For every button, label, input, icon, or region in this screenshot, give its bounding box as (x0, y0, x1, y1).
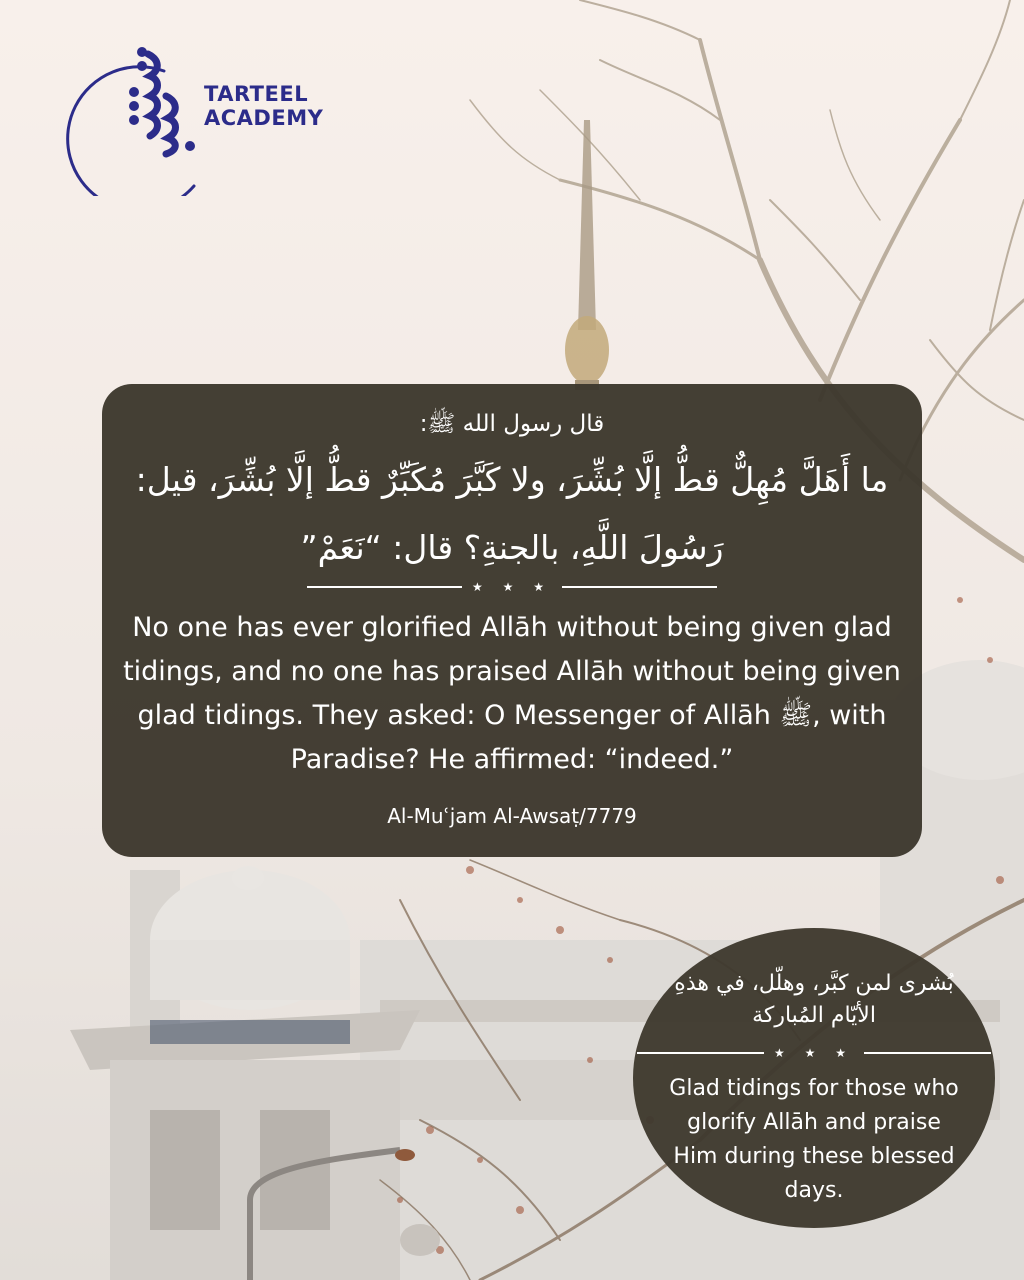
brand-name (204, 82, 323, 130)
divider-stars-icon: ★ ★ ★ (472, 580, 552, 594)
badge-divider-line-left (637, 1052, 764, 1054)
tarteel-academy-logo (48, 46, 348, 196)
brand-line-2: ACADEMY (204, 106, 324, 130)
badge-arabic-text: بُشرى لمن كبَّر، وهلّل، في هذهِ الأيّام المُباركة (674, 971, 954, 1028)
divider-line-left (307, 586, 462, 588)
badge-star-divider (637, 1046, 991, 1060)
star-divider (307, 580, 717, 594)
badge-english-text: Glad tidings for those who glorify Allāh and praise Him during these blessed days. (669, 1076, 959, 1203)
brand-line-1: TARTEEL (204, 82, 309, 106)
hadith-card (102, 384, 922, 857)
arabic-hadith-text: ما أَهَلَّ مُهِلٌّ قطُّ إلَّا بُشِّرَ، ولا كَبَّرَ مُكَبِّرٌ قطُّ إلَّا بُشِّرَ، قيل: رَسُولَ اللَّهِ، بالجنةِ؟ قال: “نَعَمْ” (135, 460, 889, 567)
arabic-intro: قال رسول الله ﷺ: (419, 411, 605, 437)
hadith-reference: Al-Muʿjam Al-Awsaṭ/7779 (387, 804, 637, 828)
divider-line-right (562, 586, 717, 588)
badge-divider-line-right (864, 1052, 991, 1054)
english-translation: No one has ever glorified Allāh without being given glad tidings, and no one has praised Allāh without being given glad tidings. They asked: O Messenger of Allāh ﷺ, with Paradise? He affirmed: “indeed.” (123, 612, 901, 775)
badge-divider-stars-icon: ★ ★ ★ (774, 1046, 854, 1060)
glad-tidings-badge (633, 928, 995, 1228)
